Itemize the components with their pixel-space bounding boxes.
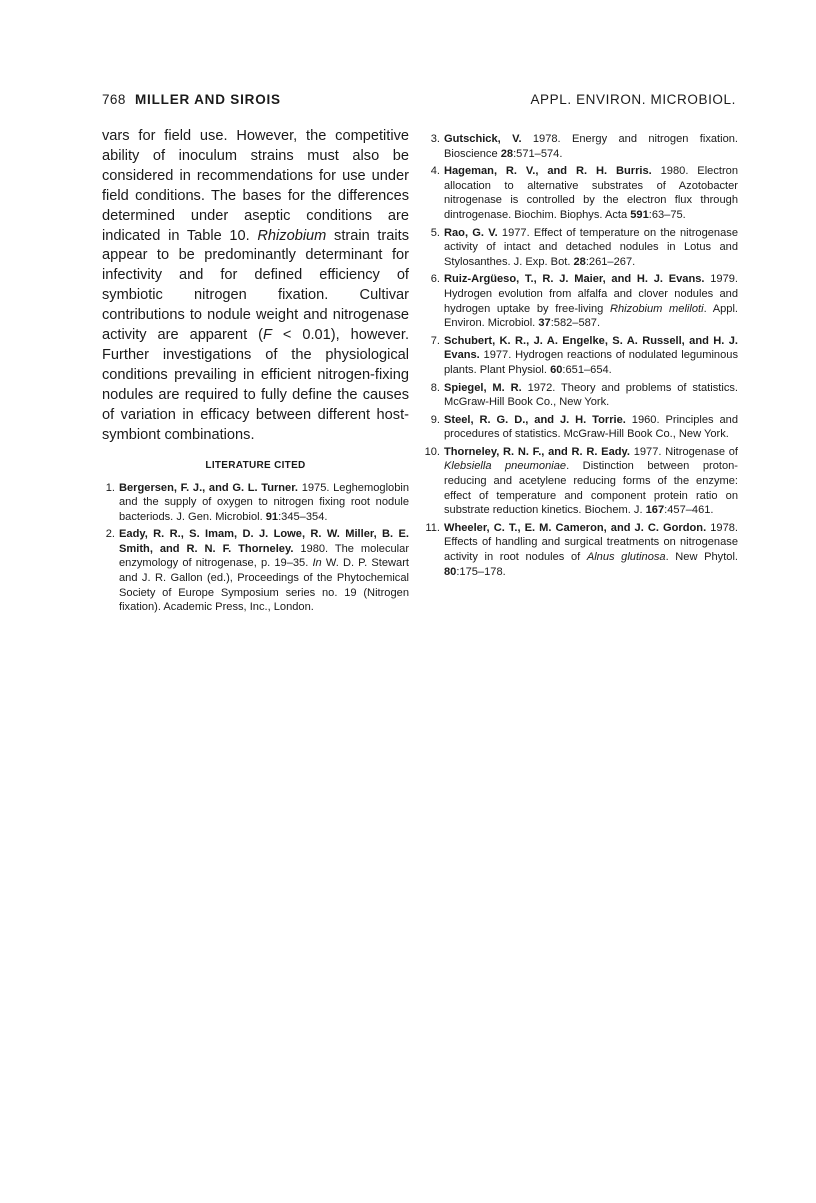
running-authors: MILLER AND SIROIS [135, 92, 281, 107]
reference-pages: :345–354. [278, 510, 328, 523]
reference-italic: Klebsiella pneumoniae [444, 460, 567, 473]
running-header [102, 92, 736, 112]
reference-item [427, 521, 738, 579]
reference-list-left [102, 481, 409, 615]
reference-text: 1978. Effects of handling and surgical treatments on nitrogenase activity in root nodules of [444, 521, 738, 564]
reference-text: 1977. Effect of temperature on the nitrogenase activity of intact and detached nodules in Lotus and Stylosanthes. J. Exp. Bot. [444, 226, 738, 268]
reference-number: 9. [430, 413, 440, 426]
reference-text-cont: . Distinction between proton-reducing and acetylene reducing forms of the enzyme: effect of temperature and component protein ratio on substrate reduction kinetics. Biochem. J. [444, 460, 738, 517]
reference-text: 1977. Hydrogen reactions of nodulated leguminous plants. Plant Physiol. [444, 349, 738, 376]
reference-pages: :63–75. [648, 208, 686, 221]
reference-text: 1975. Leghemoglobin and the supply of oxygen to nitrogen fixing root nodule bacteriods. J. Gen. Microbiol. [119, 481, 410, 523]
reference-volume: 591 [630, 208, 649, 221]
reference-number: 3. [430, 133, 440, 145]
reference-authors: Ruiz-Argüeso, T., R. J. Maier, and H. J. Evans. [444, 273, 705, 286]
reference-text: 1979. Hydrogen evolution from alfalfa and clover nodules and hydrogen uptake by free-living [444, 273, 738, 315]
reference-volume: 60 [550, 363, 563, 376]
reference-number: 10. [424, 445, 440, 458]
left-column [102, 127, 409, 618]
paragraph-text-3: < 0.01), however. Further investigations of the physiological conditions prevailing in efficient nitrogen-fixing nodules are required to fully define the causes of variation in efficacy between different host-symbiont combinations. [102, 327, 409, 443]
reference-number: 2. [105, 528, 115, 541]
reference-authors: Thorneley, R. N. F., and R. R. Eady. [444, 445, 630, 458]
reference-volume: 37 [538, 317, 551, 330]
paragraph-text-2: strain traits appear to be predominantly determinant for infectivity and for defined efficiency of symbiotic nitrogen fixation. Cultivar contributions to nodule weight and nitrogenase activity are apparent ( [102, 227, 410, 344]
reference-item [427, 272, 738, 330]
reference-item [427, 132, 738, 161]
reference-text: 1978. Energy and nitrogen fixation. Bioscience [444, 133, 739, 160]
page-number: 768 [102, 92, 126, 107]
journal-name: APPL. ENVIRON. MICROBIOL. [530, 92, 736, 107]
reference-volume: 80 [444, 565, 457, 578]
reference-number: 1. [105, 481, 115, 494]
reference-italic: Rhizobium meliloti [610, 302, 704, 315]
genus-name: Rhizobium [257, 227, 327, 244]
reference-pages: :571–574. [513, 147, 563, 160]
reference-volume: 167 [645, 504, 665, 517]
reference-pages: :261–267. [585, 255, 636, 268]
reference-text: 1972. Theory and problems of statistics. McGraw-Hill Book Co., New York. [444, 381, 738, 409]
reference-item [427, 381, 738, 410]
reference-text: 1980. The molecular enzymology of nitrogenase, p. 19–35. [119, 542, 410, 570]
reference-authors: Wheeler, C. T., E. M. Cameron, and J. C. Gordon. [444, 521, 707, 534]
reference-pages: :582–587. [550, 317, 601, 330]
reference-text: 1980. Electron allocation to alternative substrates of Azotobacter nitrogenase is controlled by the electron flux through dintrogenase. Biochim. Biophys. Acta [444, 165, 738, 221]
reference-item [102, 527, 409, 615]
reference-number: 8. [430, 381, 440, 394]
reference-number: 7. [430, 334, 440, 347]
reference-item [102, 481, 409, 525]
reference-item [424, 445, 738, 518]
reference-number: 11. [425, 521, 440, 534]
reference-authors: Spiegel, M. R. [444, 381, 522, 394]
reference-number: 4. [430, 165, 440, 178]
reference-volume: 28 [573, 255, 586, 268]
reference-text: 1960. Principles and procedures of statistics. McGraw-Hill Book Co., New York. [444, 413, 739, 441]
reference-pages: :457–461. [664, 504, 714, 517]
reference-authors: Schubert, K. R., J. A. Engelke, S. A. Russell, and H. J. Evans. [444, 334, 738, 362]
reference-authors: Eady, R. R., S. Imam, D. J. Lowe, R. W. Miller, B. E. Smith, and R. N. F. Thorneley. [119, 528, 409, 555]
reference-volume: 91 [265, 510, 279, 523]
reference-volume: 28 [500, 147, 514, 160]
reference-authors: Rao, G. V. [444, 226, 498, 239]
reference-pages: :175–178. [456, 565, 506, 578]
reference-item [427, 334, 738, 378]
reference-italic: Alnus glutinosa [586, 551, 666, 564]
reference-item [427, 226, 738, 270]
paragraph-text-1: vars for field use. However, the competitive ability of inoculum strains must also be considered in recommendations for use under field conditions. The bases for the differences determined under aseptic conditions are indicated in Table 10. [102, 128, 409, 244]
reference-text-cont: W. D. P. Stewart and J. R. Gallon (ed.), Proceedings of the Phytochemical Society of Europe Symposium series no. 19 (Nitrogen fixation). Academic Press, Inc., London. [119, 557, 409, 614]
reference-text-cont: . Appl. Environ. Microbiol. [444, 302, 739, 330]
reference-number: 6. [430, 273, 440, 286]
statistic-variable: F [263, 327, 272, 344]
discussion-paragraph [102, 127, 409, 446]
reference-authors: Steel, R. G. D., and J. H. Torrie. [444, 413, 626, 426]
literature-cited-heading: LITERATURE CITED [205, 459, 306, 471]
reference-authors: Gutschick, V. [444, 133, 522, 145]
reference-list-right [424, 132, 739, 579]
reference-authors: Bergersen, F. J., and G. L. Turner. [119, 481, 299, 494]
reference-item [427, 164, 738, 222]
reference-text: 1977. Nitrogenase of [629, 445, 738, 458]
reference-authors: Hageman, R. V., and R. H. Burris. [444, 165, 652, 178]
reference-text-cont: . New Phytol. [665, 551, 738, 564]
right-column [424, 132, 739, 582]
reference-number: 5. [430, 226, 440, 239]
reference-italic: In [312, 557, 322, 570]
reference-item [427, 413, 738, 442]
reference-pages: :651–654. [562, 363, 612, 376]
